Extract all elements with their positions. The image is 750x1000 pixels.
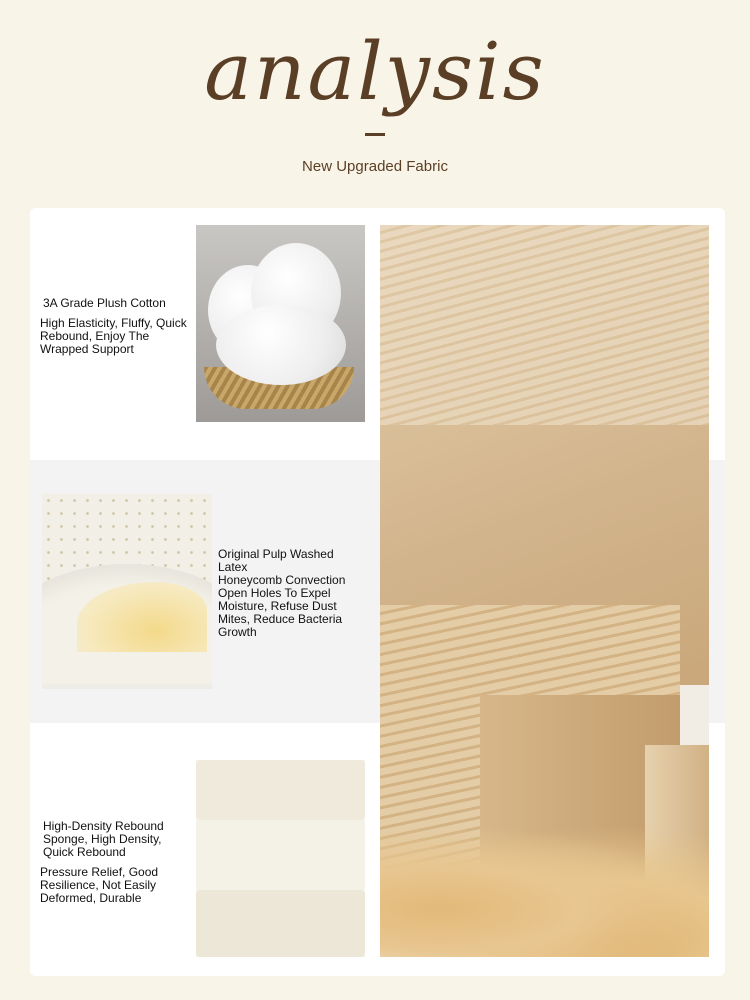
feature-description: Pressure Relief, Good Resilience, Not Easily Deformed, Durable [40,865,159,905]
wood-image [380,225,709,957]
title-divider [365,133,385,136]
feature-description: Honeycomb Convection Open Holes To Expel Moisture, Refuse Dust Mites, Reduce Bacteria Growth [218,573,346,639]
feature-card [30,208,725,976]
feature-cotton [40,297,192,356]
sponge-image [196,760,365,957]
feature-heading: Original Pulp Washed Latex [218,547,334,574]
page-title: analysis [204,25,546,118]
feature-sponge [40,820,190,905]
page-subtitle: New Upgraded Fabric [302,158,448,175]
feature-heading: 3A Grade Plush Cotton [43,296,166,310]
feature-heading: High-Density Rebound Sponge, High Density, Quick Rebound [43,819,164,859]
cotton-image [196,225,365,422]
feature-description: High Elasticity, Fluffy, Quick Rebound, Enjoy The Wrapped Support [40,316,187,356]
feature-latex [218,548,358,639]
latex-image [42,494,212,689]
